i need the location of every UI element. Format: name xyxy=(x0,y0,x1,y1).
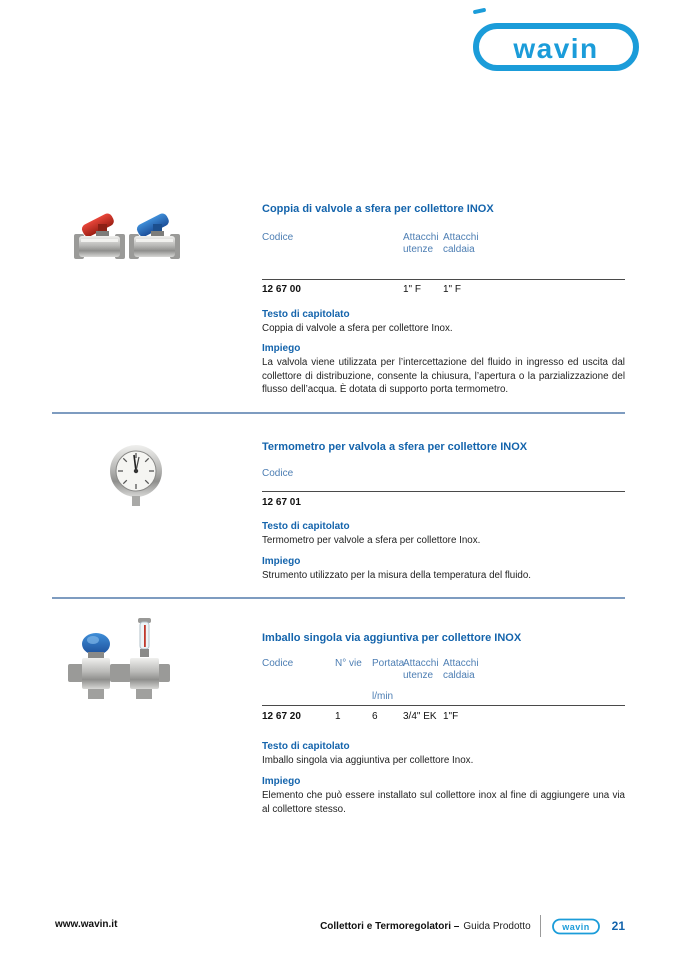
cell-attacchi-caldaia: 1" F xyxy=(443,284,461,295)
table-header-row xyxy=(262,232,505,255)
impiego-text: Elemento che può essere installato sul collettore inox al fine di aggiungere una via al collettore stesso. xyxy=(262,790,625,815)
capitolato-label: Testo di capitolato xyxy=(262,521,350,532)
table-header-row xyxy=(262,468,403,480)
column-header-attacchi-caldaia: Attacchi caldaia xyxy=(443,232,479,255)
cell-attacchi-utenze: 3/4" EK xyxy=(403,711,437,722)
capitolato-text: Coppia di valvole a sfera per collettore Inox. xyxy=(262,323,453,334)
section-title: Imballo singola via aggiuntiva per collettore INOX xyxy=(262,632,522,644)
product-image-thermometer xyxy=(108,443,166,512)
capitolato-text: Termometro per valvole a sfera per collettore Inox. xyxy=(262,535,481,546)
column-header-codice: Codice xyxy=(262,658,294,669)
section-title: Coppia di valvole a sfera per collettore INOX xyxy=(262,203,494,215)
wavin-logo xyxy=(472,22,640,72)
product-image-ball-valves xyxy=(73,193,181,274)
footer-website-link[interactable]: www.wavin.it xyxy=(55,919,118,930)
section-title: Termometro per valvola a sfera per collettore INOX xyxy=(262,441,528,453)
table-row xyxy=(262,284,461,295)
footer-doc-title-bold: Collettori e Termoregolatori – xyxy=(320,920,460,932)
column-header-codice: Codice xyxy=(262,232,294,243)
svg-text:wavin: wavin xyxy=(561,921,590,932)
column-header-portata: Portata xyxy=(372,658,405,669)
svg-text:wavin: wavin xyxy=(513,33,599,64)
table-header-row xyxy=(262,658,505,681)
column-header-n-vie: N° vie xyxy=(335,658,362,669)
wavin-logo-icon xyxy=(472,22,640,72)
column-header-attacchi-caldaia: Attacchi caldaia xyxy=(443,658,479,681)
footer-page-number: 21 xyxy=(611,919,625,933)
impiego-label: Impiego xyxy=(262,556,301,567)
impiego-label: Impiego xyxy=(262,343,301,354)
column-header-attacchi-utenze: Attacchi utenze xyxy=(403,658,439,681)
table-rule xyxy=(262,279,625,280)
impiego-text: Strumento utilizzato per la misura della temperatura del fluido. xyxy=(262,570,532,581)
capitolato-label: Testo di capitolato xyxy=(262,741,350,752)
section-divider xyxy=(52,597,625,599)
cell-n-vie: 1 xyxy=(335,711,341,722)
footer-wavin-logo-icon xyxy=(552,918,600,935)
cell-codice: 12 67 20 xyxy=(262,711,301,722)
cell-attacchi-caldaia: 1"F xyxy=(443,711,459,722)
cell-codice: 12 67 00 xyxy=(262,284,301,295)
single-way-valves-icon xyxy=(66,618,172,702)
table-rule xyxy=(262,705,625,706)
column-header-codice: Codice xyxy=(262,468,294,479)
table-row xyxy=(262,497,403,508)
section-divider xyxy=(52,412,625,414)
footer-doc-title-regular: Guida Prodotto xyxy=(463,920,531,932)
cell-attacchi-utenze: 1" F xyxy=(403,284,421,295)
column-header-attacchi-utenze: Attacchi utenze xyxy=(403,232,439,255)
capitolato-text: Imballo singola via aggiuntiva per collettore Inox. xyxy=(262,755,474,766)
product-image-single-way-valves xyxy=(66,618,172,707)
table-rule xyxy=(262,491,625,492)
impiego-label: Impiego xyxy=(262,776,301,787)
impiego-text: La valvola viene utilizzata per l’intercettazione del fluido in ingresso ed uscita dal collettore di distribuzione, consente la chiusura, l’apertura o la parzializzazione del flusso dell’acqua. È dotata di supporto porta termometro. xyxy=(262,357,625,396)
ball-valves-icon xyxy=(73,193,181,269)
unit-label-lmin: l/min xyxy=(372,691,394,702)
cell-codice: 12 67 01 xyxy=(262,497,301,508)
footer-divider-bar xyxy=(540,915,541,937)
capitolato-label: Testo di capitolato xyxy=(262,309,350,320)
cell-portata: 6 xyxy=(372,711,378,722)
footer-right-group xyxy=(260,913,625,939)
table-row xyxy=(262,711,458,722)
logo-accent-mark xyxy=(473,8,487,15)
thermometer-icon xyxy=(108,443,166,507)
